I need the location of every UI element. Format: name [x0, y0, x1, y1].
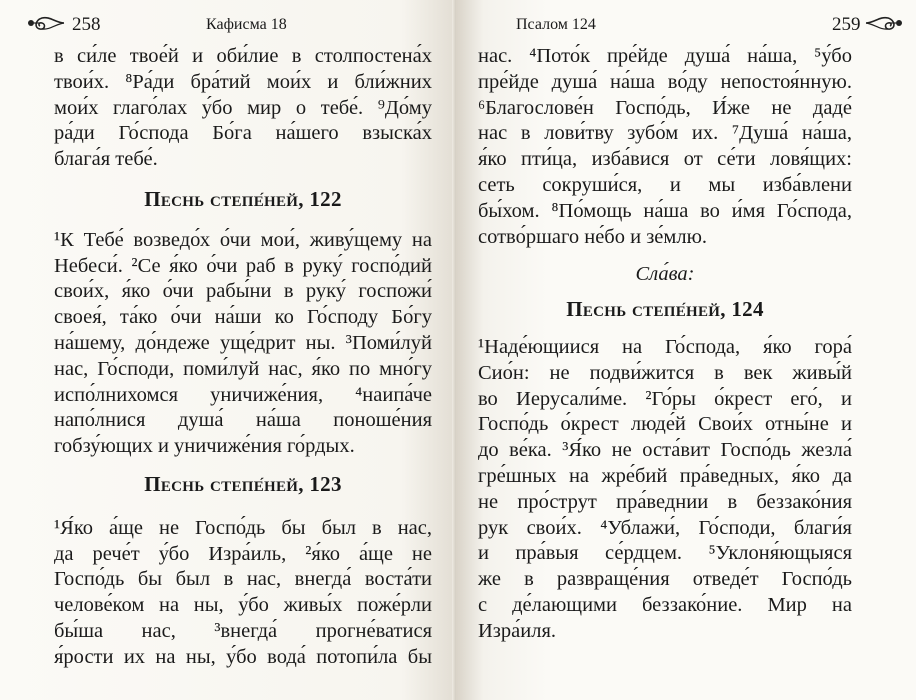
text-line: не про́струт пра́веднии в беззако́ния: [478, 490, 852, 513]
text-line: пре́йде душа́ на́ша во́ду непостоя́нную.: [478, 70, 852, 93]
text-line: до ве́ка. ³Я́ко не оста́вит Госпо́дь жезла́: [478, 439, 852, 462]
text-line: нас. ⁴Пото́к пре́йде душа́ на́ша, ⁵у́бо: [478, 45, 852, 67]
text-line: ¹Я́ко а́ще не Госпо́дь бы был в нас,: [54, 516, 432, 539]
text-line: бы́ша нас, ³внегда́ прогне́ватися: [54, 619, 432, 642]
text-line: я́ко пти́ца, изба́вися от се́ти ловя́щих:: [478, 148, 852, 171]
ornament-right-icon: [864, 12, 904, 34]
text-line: гобзу́ющих и уничиже́ния го́рдых.: [54, 435, 355, 458]
page-text: [54, 44, 432, 671]
text-line: я́рости их на ны, у́бо вода́ потопи́ла бы: [54, 645, 432, 668]
psalm-title: Песнь степе́ней, 124: [566, 297, 764, 322]
text-line: напо́лнися душа́ на́ша поноше́ния: [54, 409, 432, 432]
text-line: рук свои́х. ⁴Ублажи́, Го́споди, благи́я: [478, 516, 852, 539]
text-line: Госпо́дь бы был в нас, внегда́ воста́ти: [54, 568, 432, 591]
text-line: бы́хом. ⁸По́мощь на́ша во и́мя Го́спода,: [478, 199, 852, 222]
text-line: же в развраще́ния отведе́т Госпо́дь: [478, 568, 852, 591]
text-line: да рече́т у́бо Изра́иль, ²я́ко а́ще не: [54, 542, 432, 565]
text-line: и пра́выя се́рдцем. ⁵Уклоня́ющыяся: [478, 542, 852, 565]
text-line: Небеси́. ²Се я́ко о́чи раб в руку́ госпо́дий: [54, 254, 432, 277]
page-number: 259: [832, 14, 861, 35]
text-line: своея́, та́ко о́чи на́ши ко Го́споду Бо́гу: [54, 306, 432, 329]
slava-heading: Сла́ва:: [635, 263, 695, 286]
text-line: ¹К Тебе́ возведо́х о́чи мои́, живу́щему на: [54, 228, 432, 251]
text-line: ра́ди Го́спода Бо́га на́шего взыска́х: [54, 122, 432, 145]
page-number: 258: [72, 14, 101, 35]
text-line: Изра́иля.: [478, 619, 557, 642]
text-line: блага́я тебе́.: [54, 148, 158, 171]
text-line: свои́х, я́ко о́чи рабы́ни в руку́ госпожи́: [54, 280, 432, 303]
text-line: Сио́н: не подви́жится в век живы́й: [478, 361, 852, 384]
running-head: Кафисма 18: [206, 16, 287, 33]
text-line: во Иерусали́ме. ²Го́ры о́крест его́, и: [478, 387, 852, 410]
text-line: сеть сокруши́ся, и мы изба́влени: [478, 173, 852, 196]
right-page: [456, 0, 916, 700]
text-line: гре́шных на жре́бий пра́ведных, я́ко да: [478, 464, 852, 487]
ornament-left-icon: [26, 12, 66, 34]
left-page: [0, 0, 456, 700]
psalm-title: Песнь степе́ней, 122: [144, 186, 342, 211]
text-line: челове́ком на ны, у́бо живы́х поже́рли: [54, 594, 432, 617]
page-text: [478, 44, 852, 645]
text-line: нас, Го́споди, поми́луй нас, я́ко по мно́гу: [54, 357, 432, 380]
running-head: Псалом 124: [516, 16, 596, 33]
text-line: мои́х глаго́лах у́бо мир о тебе́. ⁹До́му: [54, 96, 432, 119]
text-line: в си́ле твое́й и оби́лие в столпостена́х: [54, 45, 432, 67]
text-line: Госпо́дь о́крест люде́й Свои́х отны́не и: [478, 413, 852, 436]
text-line: ¹Наде́ющиися на Го́спода, я́ко гора́: [478, 335, 852, 358]
text-line: на́шему, до́ндеже уще́дрит ны. ³Поми́луй: [54, 331, 432, 354]
text-line: испо́лнихомся уничиже́ния, ⁴наипа́че: [54, 383, 432, 406]
text-line: твои́х. ⁸Ра́ди бра́тий мои́х и бли́жних: [54, 70, 432, 93]
text-line: с де́лающими беззако́ние. Мир на: [478, 593, 852, 616]
text-line: ⁶Благослове́н Госпо́дь, И́же не даде́: [478, 96, 852, 119]
psalm-title: Песнь степе́ней, 123: [144, 471, 342, 496]
text-line: нас в лови́тву зубо́м их. ⁷Душа́ на́ша,: [478, 122, 852, 145]
text-line: сотво́ршаго не́бо и зе́млю.: [478, 225, 708, 248]
